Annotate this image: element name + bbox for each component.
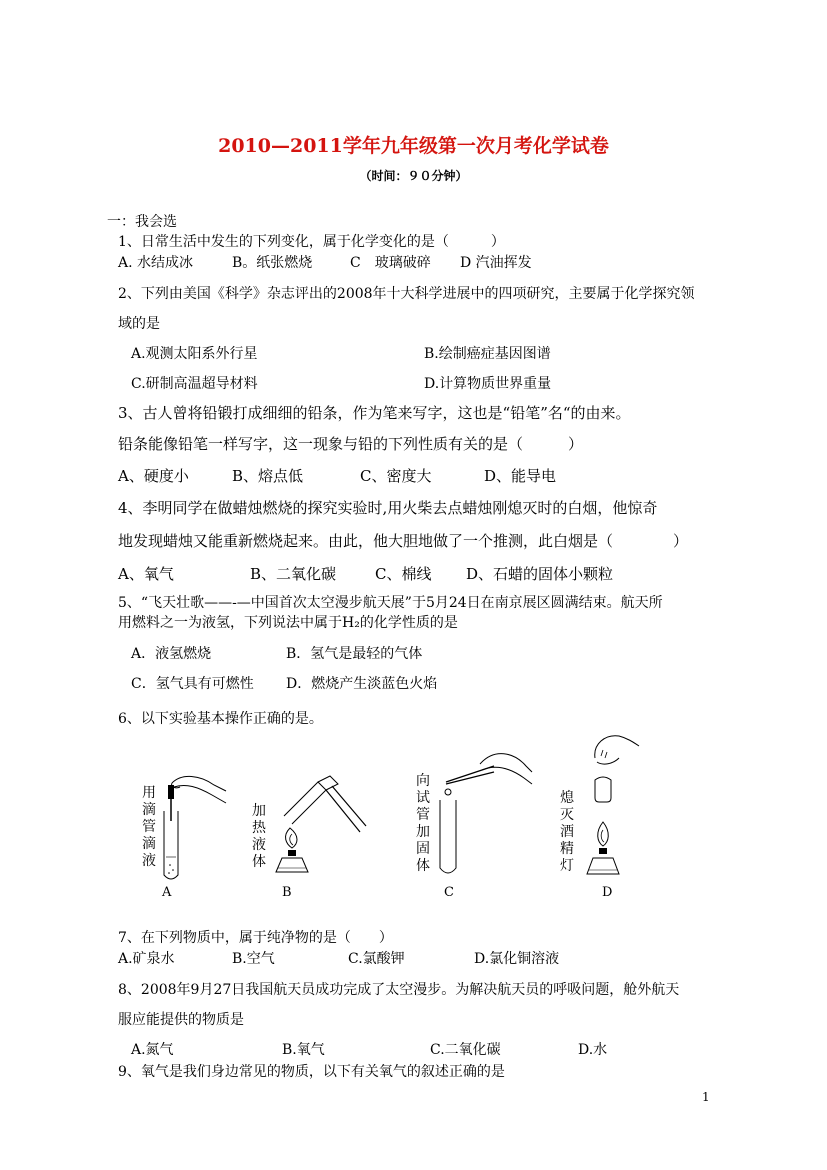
figure-a-caption: 用滴管滴液 (142, 785, 156, 869)
q1-option-a: A. 水结成冰 (118, 255, 194, 271)
figure-b-caption: 加热液体 (252, 803, 266, 870)
figure-c-caption: 向试管加固体 (416, 773, 430, 874)
q3-option-a: A、硬度小 (118, 467, 189, 485)
question-5-stem: 5、“飞天壮歌——-—中国首次太空漫步航天展”于5月24日在南京展区圆满结束。航天所 (118, 595, 663, 611)
add-solid-illustration (432, 742, 537, 882)
figure-b-letter: B (282, 885, 292, 900)
dropper-illustration (152, 765, 232, 885)
figure-a-letter: A (162, 885, 172, 900)
page-number: 1 (702, 1090, 710, 1104)
q8-option-b: B.氧气 (282, 1042, 325, 1058)
q7-option-d: D.氯化铜溶液 (474, 951, 560, 967)
q7-option-c: C.氯酸钾 (348, 951, 405, 967)
q2-option-d: D.计算物质世界重量 (424, 376, 552, 392)
question-7-stem: 7、在下列物质中，属于纯净物的是（ ） (118, 930, 393, 946)
page-title: 2010—2011学年九年级第一次月考化学试卷 (218, 135, 609, 157)
q4-option-d: D、石蜡的固体小颗粒 (466, 565, 614, 583)
q8-option-c: C.二氧化碳 (430, 1042, 501, 1058)
q3-option-d: D、能导电 (484, 467, 557, 485)
figure-c-letter: C (444, 885, 454, 900)
question-5-stem-cont: 用燃料之一为液氢，下列说法中属于H₂的化学性质的是 (118, 615, 458, 631)
q4-option-b: B、二氧化碳 (250, 565, 337, 583)
q2-option-c: C.研制高温超导材料 (131, 376, 258, 392)
extinguish-lamp-illustration (583, 728, 643, 880)
page-subtitle: （时间：９０分钟） (359, 169, 468, 183)
q1-option-c: C 玻璃破碎 (350, 255, 431, 271)
question-2-stem-cont: 域的是 (118, 316, 160, 332)
question-3-stem: 3、古人曾将铅锻打成细细的铅条，作为笔来写字，这也是“铅笔”名“的由来。 (118, 404, 631, 422)
q3-option-b: B、熔点低 (232, 467, 304, 485)
question-8-stem: 8、2008年9月27日我国航天员成功完成了太空漫步。为解决航天员的呼吸问题，舱外航天 (118, 982, 680, 998)
q8-option-d: D.水 (578, 1042, 608, 1058)
question-3-stem-cont: 铅条能像铅笔一样写字，这一现象与铅的下列性质有关的是（ ） (118, 435, 584, 453)
q1-option-b: B。纸张燃烧 (232, 255, 313, 271)
q8-option-a: A.氮气 (131, 1042, 174, 1058)
q2-option-b: B.绘制癌症基因图谱 (424, 346, 551, 362)
heating-illustration (268, 768, 373, 880)
q2-option-a: A.观测太阳系外行星 (131, 346, 258, 362)
q4-option-a: A、氧气 (118, 565, 174, 583)
q5-option-c: C．氢气具有可燃性 (131, 676, 254, 692)
figure-d-letter: D (602, 885, 613, 900)
q5-option-a: A．液氢燃烧 (131, 646, 212, 662)
q4-option-c: C、棉线 (375, 565, 432, 583)
section-heading: 一：我会选 (107, 214, 177, 230)
q3-option-c: C、密度大 (360, 467, 432, 485)
q7-option-b: B.空气 (232, 951, 275, 967)
q5-option-d: D．燃烧产生淡蓝色火焰 (286, 676, 438, 692)
question-4-stem: 4、李明同学在做蜡烛燃烧的探究实验时,用火柴去点蜡烛刚熄灭时的白烟，他惊奇 (118, 499, 658, 517)
question-8-stem-cont: 服应能提供的物质是 (118, 1012, 244, 1028)
q1-option-d: D 汽油挥发 (460, 255, 532, 271)
question-6-stem: 6、以下实验基本操作正确的是。 (118, 711, 323, 727)
question-9-stem: 9、氧气是我们身边常见的物质，以下有关氧气的叙述正确的是 (118, 1064, 505, 1080)
question-2-stem: 2、下列由美国《科学》杂志评出的2008年十大科学进展中的四项研究，主要属于化学探究领 (118, 286, 695, 302)
q7-option-a: A.矿泉水 (118, 951, 175, 967)
question-1-stem: 1、日常生活中发生的下列变化，属于化学变化的是（ ） (118, 234, 505, 250)
q5-option-b: B．氢气是最轻的气体 (286, 646, 423, 662)
question-4-stem-cont: 地发现蜡烛又能重新燃烧起来。由此，他大胆地做了一个推测，此白烟是（ ） (118, 532, 689, 550)
figure-d-caption: 熄灭酒精灯 (560, 790, 574, 874)
